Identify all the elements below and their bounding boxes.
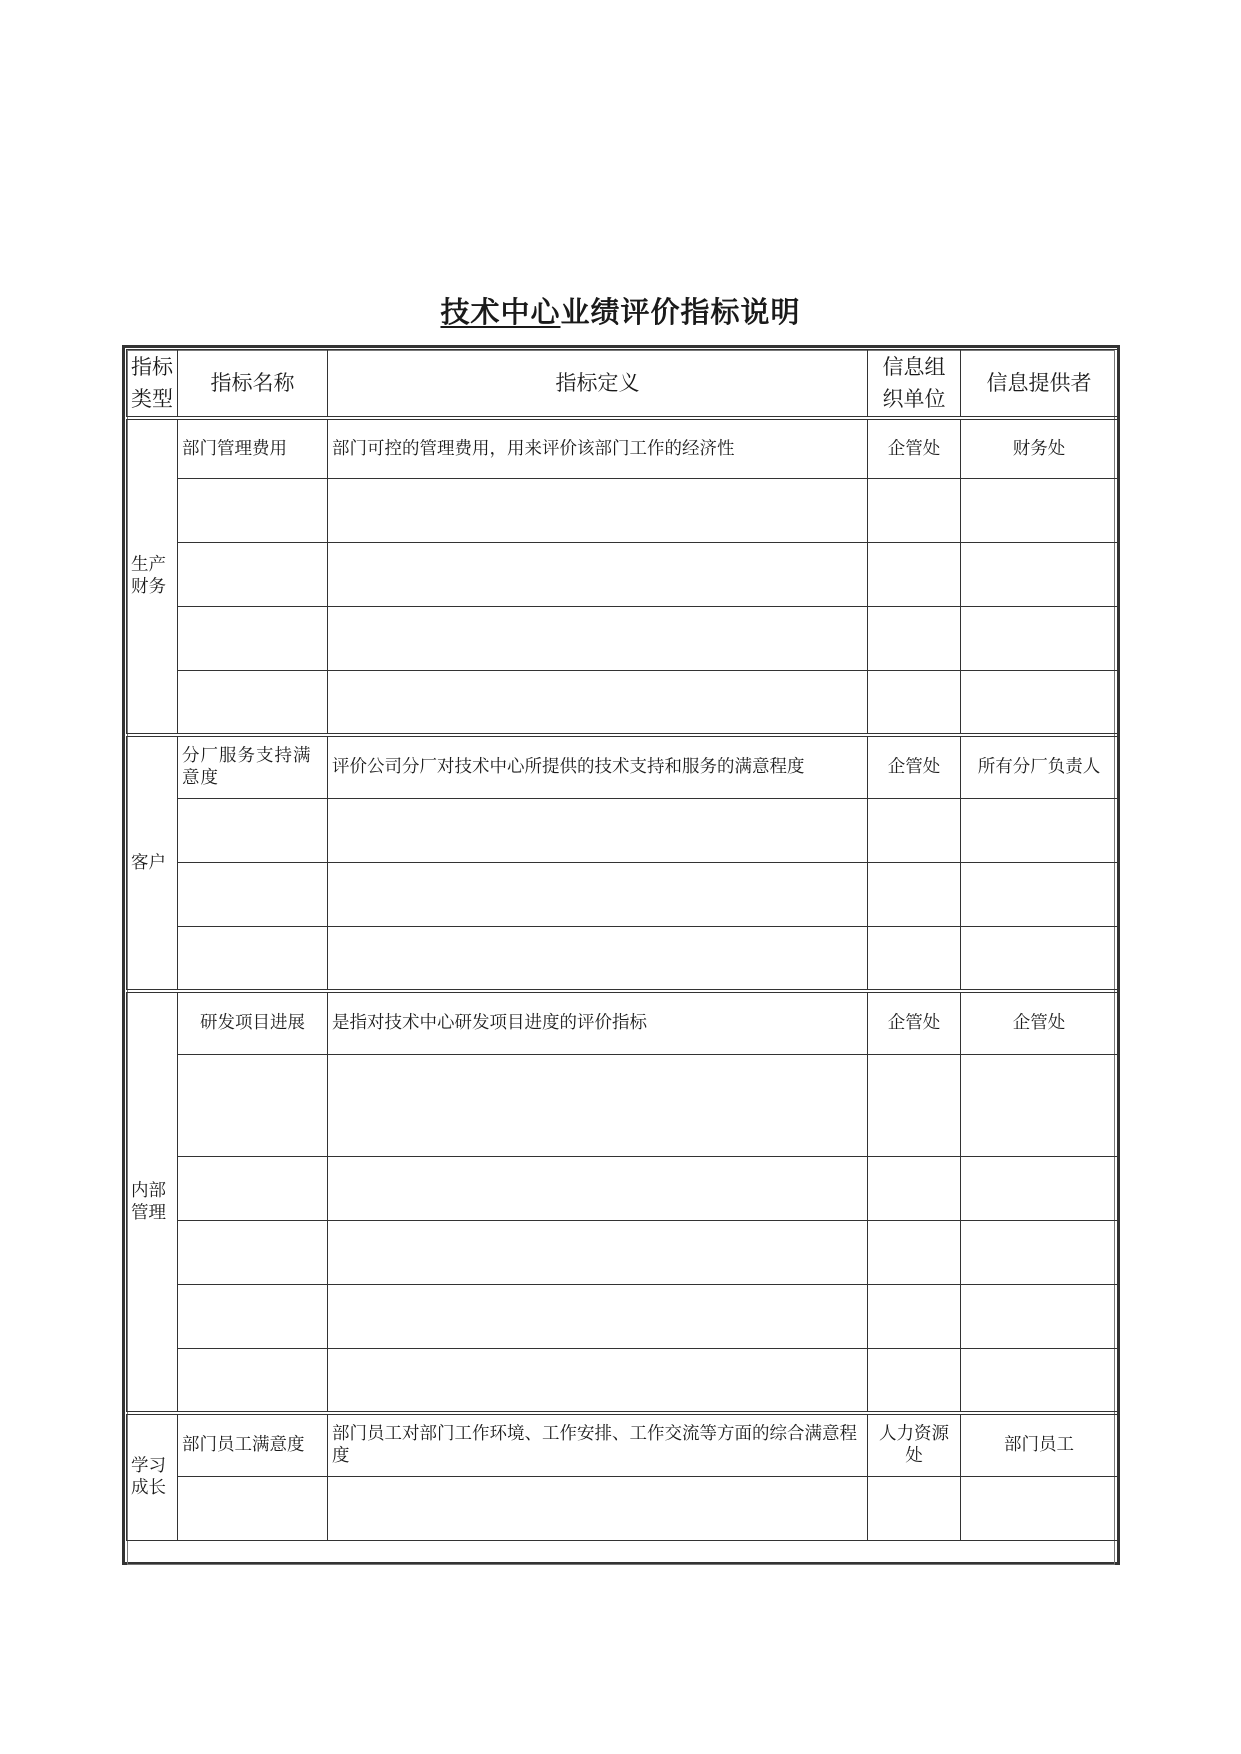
header-row — [127, 350, 1118, 418]
section-type-internal — [127, 991, 178, 1413]
indicator-definition: 部门可控的管理费用，用来评价该部门工作的经济性 — [328, 418, 868, 479]
type-line1: 学习 — [131, 1456, 166, 1477]
table-row-empty — [127, 1477, 1118, 1541]
type-line2: 管理 — [131, 1202, 166, 1223]
type-line2: 成长 — [131, 1478, 166, 1499]
indicator-name: 分厂服务支持满意度 — [178, 735, 328, 799]
indicator-provider: 所有分厂负责人 — [961, 735, 1118, 799]
table-row — [127, 991, 1118, 1055]
header-type-line2: 类型 — [131, 386, 173, 411]
table-row-empty — [127, 799, 1118, 863]
title-underlined: 技术中心 — [440, 295, 561, 329]
table-row-empty — [127, 671, 1118, 735]
table-row-empty — [127, 1349, 1118, 1413]
indicator-name: 部门管理费用 — [178, 418, 328, 479]
table-row-empty — [127, 1055, 1118, 1157]
header-org-line2: 织单位 — [882, 386, 946, 411]
header-provider: 信息提供者 — [961, 350, 1118, 418]
header-type-line1: 指标 — [131, 354, 173, 379]
indicator-org: 企管处 — [868, 418, 961, 479]
table-row-empty — [127, 479, 1118, 543]
header-org — [868, 350, 961, 418]
page-title — [0, 290, 1241, 331]
table-row-empty — [127, 927, 1118, 991]
table-row — [127, 418, 1118, 479]
type-line1: 生产 — [131, 555, 166, 575]
type-line2: 财务 — [131, 577, 166, 597]
indicator-provider: 企管处 — [961, 991, 1118, 1055]
section-type-customer — [127, 735, 178, 991]
header-definition: 指标定义 — [328, 350, 868, 418]
indicator-org: 人力资源处 — [868, 1413, 961, 1477]
header-name: 指标名称 — [178, 350, 328, 418]
header-org-line1: 信息组 — [882, 354, 946, 379]
type-line1: 内部 — [131, 1180, 166, 1201]
table-row — [127, 1413, 1118, 1477]
table-row — [127, 735, 1118, 799]
indicator-definition: 部门员工对部门工作环境、工作安排、工作交流等方面的综合满意程度 — [328, 1413, 868, 1477]
header-type — [127, 350, 178, 418]
indicator-definition: 是指对技术中心研发项目进度的评价指标 — [328, 991, 868, 1055]
title-rest: 业绩评价指标说明 — [560, 295, 801, 329]
indicator-name: 部门员工满意度 — [178, 1413, 328, 1477]
section-type-finance — [127, 418, 178, 735]
type-line1: 客户 — [131, 852, 166, 873]
indicator-provider: 财务处 — [961, 418, 1118, 479]
table-row-empty — [127, 1157, 1118, 1221]
table-row-empty — [127, 863, 1118, 927]
indicator-table — [126, 349, 1118, 1541]
section-type-learning — [127, 1413, 178, 1541]
indicator-org: 企管处 — [868, 991, 961, 1055]
indicator-definition: 评价公司分厂对技术中心所提供的技术支持和服务的满意程度 — [328, 735, 868, 799]
indicator-provider: 部门员工 — [961, 1413, 1118, 1477]
table-row-empty — [127, 1285, 1118, 1349]
table-row-empty — [127, 543, 1118, 607]
table-row-empty — [127, 607, 1118, 671]
indicator-org: 企管处 — [868, 735, 961, 799]
table-row-empty — [127, 1221, 1118, 1285]
indicator-name: 研发项目进展 — [178, 991, 328, 1055]
